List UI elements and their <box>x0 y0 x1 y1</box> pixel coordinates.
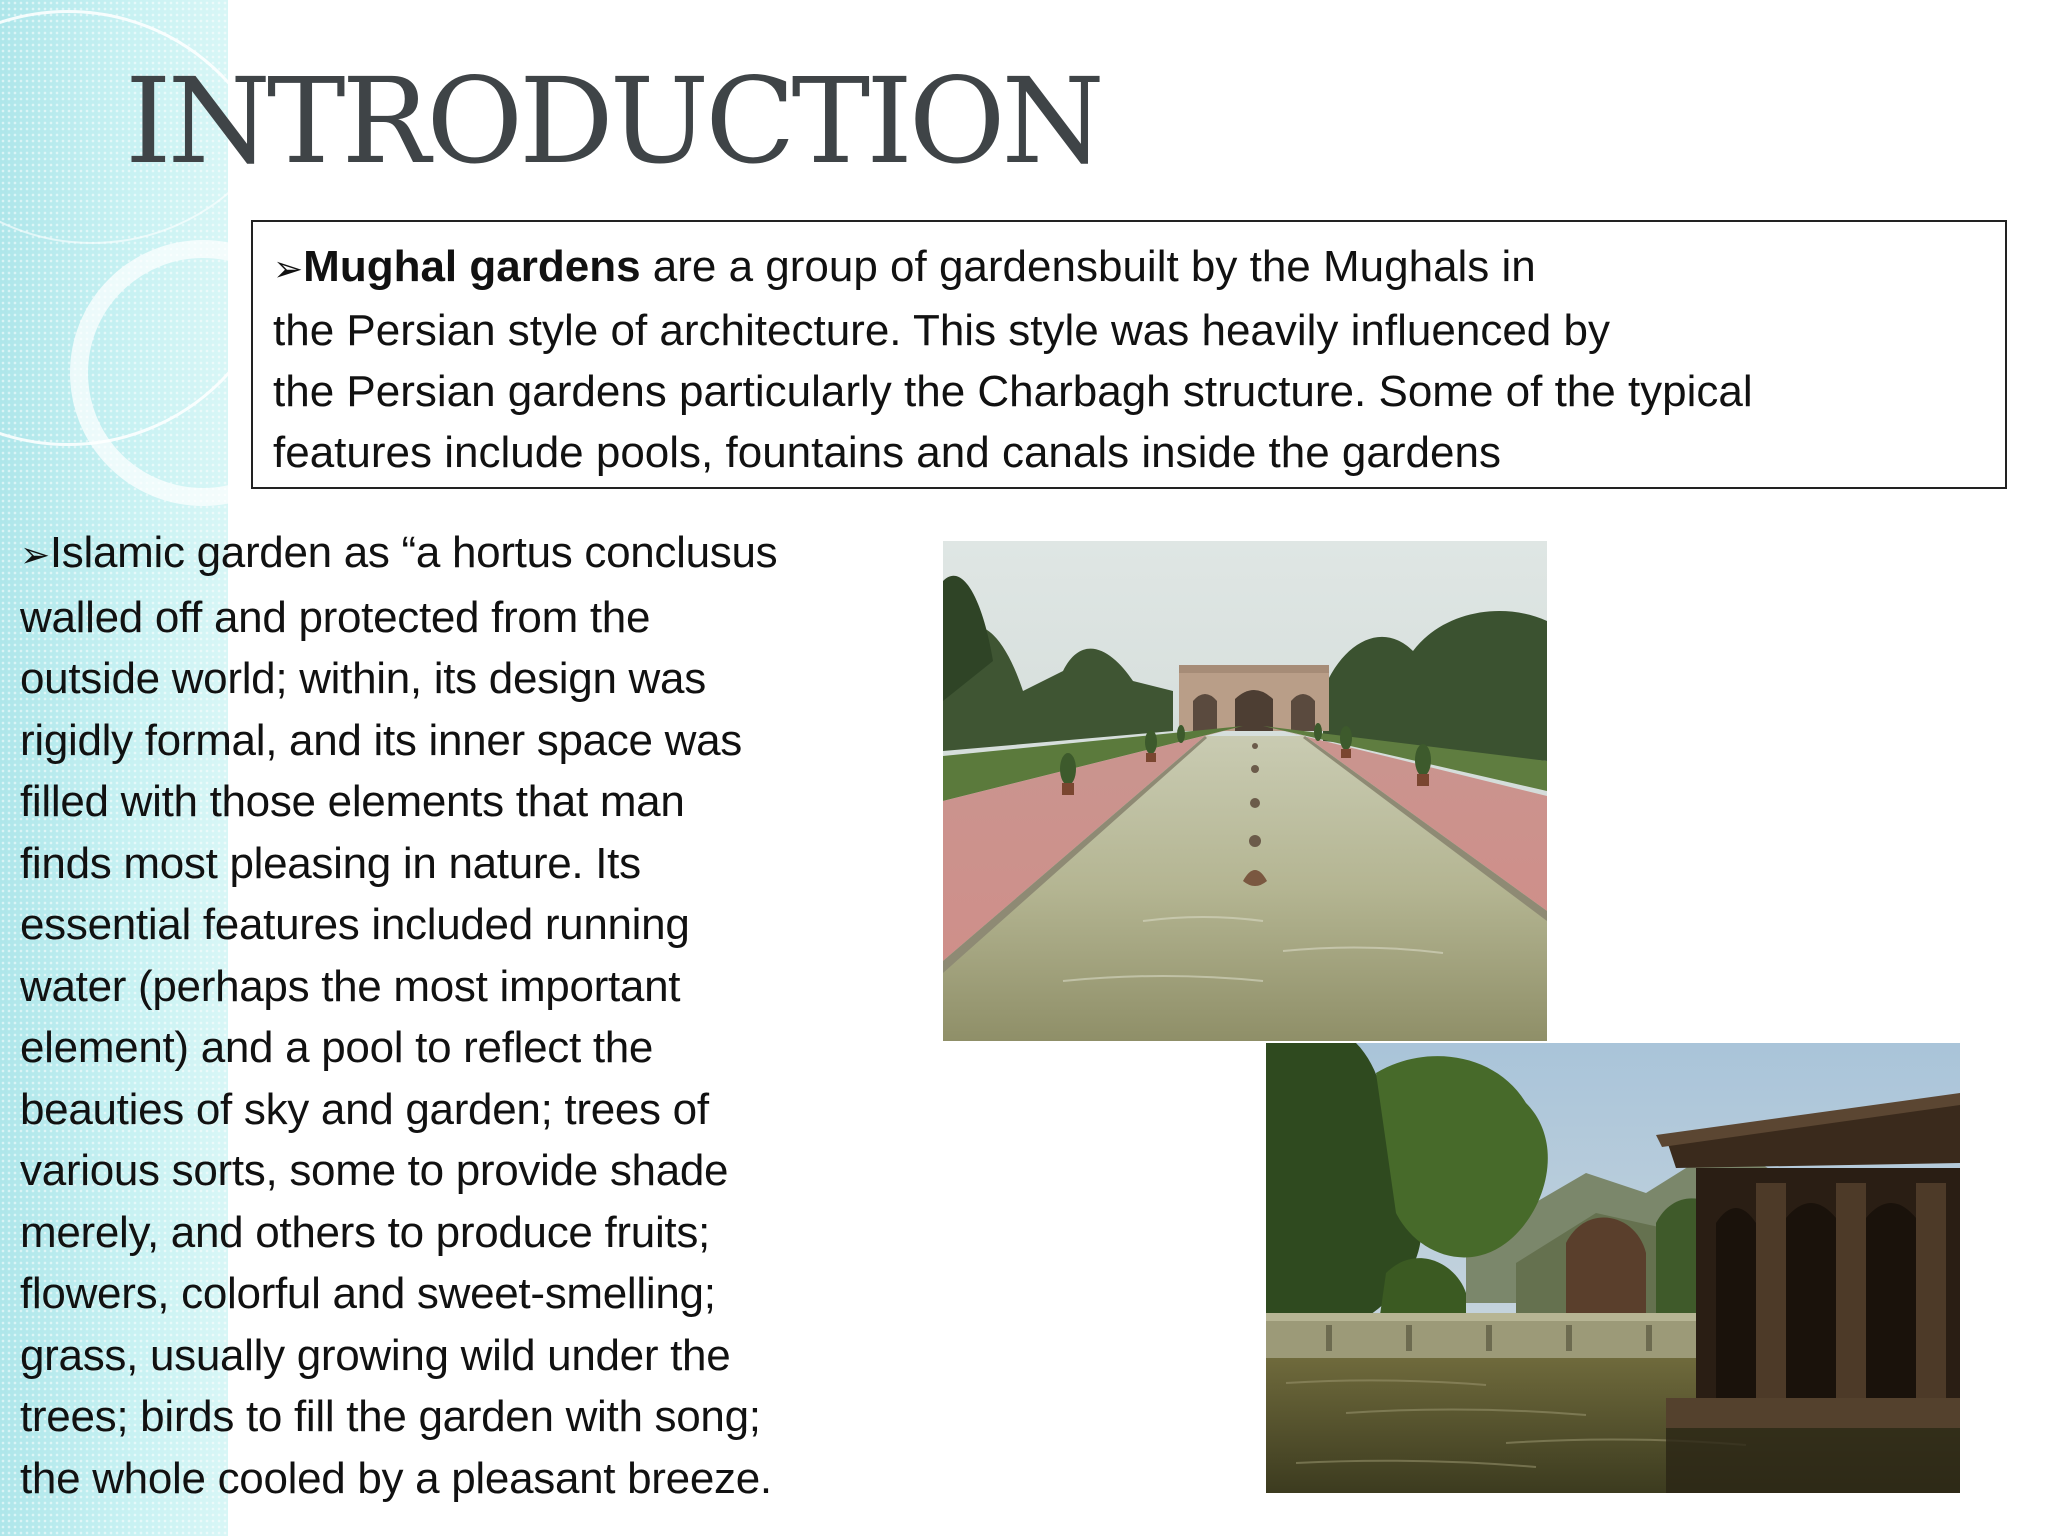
definition-box <box>251 220 2007 489</box>
quote-line: water (perhaps the most important <box>20 961 681 1011</box>
pavilion-pool-photo <box>1266 1043 1960 1493</box>
quote-line: finds most pleasing in nature. Its <box>20 838 641 888</box>
definition-line: features include pools, fountains and canals inside the gardens <box>273 428 1501 477</box>
quote-line: grass, usually growing wild under the <box>20 1330 731 1380</box>
definition-text: are a group of gardensbuilt by the Mughals in <box>640 242 1536 291</box>
canal-garden-photo <box>943 541 1547 1041</box>
quote-line: ➢Islamic garden as “a hortus conclusus <box>20 528 778 577</box>
quote-line: outside world; within, its design was <box>20 654 706 703</box>
quote-line: element) and a pool to reflect the <box>20 1023 654 1072</box>
quote-line: various sorts, some to provide shade <box>20 1146 729 1195</box>
bullet-arrow-icon: ➢ <box>20 535 50 576</box>
quote-line: beauties of sky and garden; trees of <box>20 1084 709 1134</box>
quote-line: walled off and protected from the <box>20 592 651 642</box>
quote-line: the whole cooled by a pleasant breeze. <box>20 1453 772 1503</box>
quote-line: rigidly formal, and its inner space was <box>20 715 742 765</box>
definition-line: the Persian style of architecture. This style was heavily influenced by <box>273 306 1610 355</box>
definition-term: Mughal gardens <box>303 242 641 291</box>
quote-line: merely, and others to produce fruits; <box>20 1207 710 1257</box>
quote-paragraph <box>20 522 900 1509</box>
quote-line: essential features included running <box>20 900 690 949</box>
definition-line: the Persian gardens particularly the Charbagh structure. Some of the typical <box>273 367 1753 416</box>
quote-line: trees; birds to fill the garden with song; <box>20 1392 761 1441</box>
slide-title: INTRODUCTION <box>125 52 1101 190</box>
quote-line: flowers, colorful and sweet-smelling; <box>20 1269 716 1318</box>
bullet-arrow-icon: ➢ <box>273 249 304 290</box>
definition-line <box>273 236 1987 300</box>
quote-line: filled with those elements that man <box>20 777 685 826</box>
